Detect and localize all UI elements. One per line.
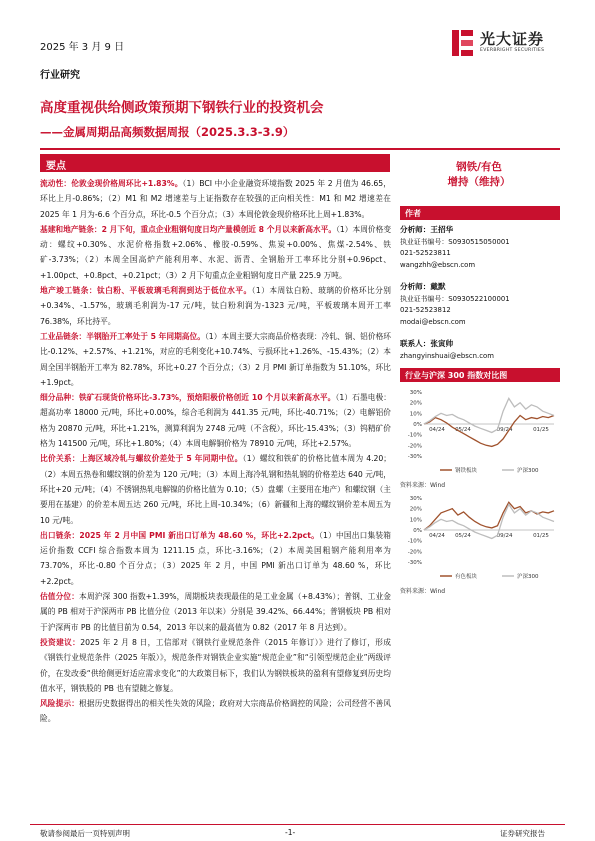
authors-block — [400, 206, 560, 362]
chart-section-header: 行业与沪深 300 指数对比图 — [400, 368, 560, 382]
y-tick-label: 10% — [409, 517, 422, 524]
paragraph-risks: 风险提示：根据历史数据得出的相关性失效的风险；政府对大宗商品价格调控的风险；公司经营不善风险。 — [40, 699, 391, 724]
contact-email[interactable]: zhangyinshuai@ebscn.com — [400, 351, 494, 360]
y-tick-label: 30% — [409, 496, 422, 502]
chart-steel — [400, 388, 560, 489]
rating-industry: 钢铁/有色 — [456, 161, 502, 173]
paragraph-investment: 投资建议：2025 年 2 月 8 日，工信部对《钢铁行业规范条件（2015 年修订）》进行了修订，形成《钢铁行业规范条件（2025 年版）》，规范条件对钢铁企业实施“规范企业”和“引领型规范企业”两级评价，在发改委“供给侧更好适应需求变化”的大政策目标下，我们认为钢铁板块的盈利有望修复到历史均值水平，钢铁股的 PB 也有望随之修复。 — [40, 637, 391, 693]
y-tick-label: 30% — [409, 390, 422, 396]
footer-divider — [30, 824, 565, 825]
paragraph-completion: 地产竣工链条：钛白粉、平板玻璃毛利润到达于低位水平。（1）本周钛白粉、玻璃的价格环比分别+0.34%、-1.57%，玻璃毛利润为-17 元/吨，钛白粉利润为-1323 元/吨，平板玻璃本周开工率 76.38%，环比持平。 — [40, 286, 391, 326]
y-tick-label: 0% — [413, 422, 422, 428]
y-tick-label: -30% — [407, 560, 422, 566]
legend-label: 沪深300 — [517, 574, 539, 580]
authors-header: 作者 — [400, 206, 560, 220]
y-tick-label: -30% — [407, 454, 422, 460]
x-tick-label: 04/24 — [429, 427, 445, 433]
report-title: 高度重视供给侧政策预期下钢铁行业的投资机会 — [40, 100, 324, 116]
analyst-2-cert: 执业证书编号：S0930522100001 — [400, 294, 510, 303]
x-tick-label: 01/25 — [533, 427, 549, 433]
legend-label: 钢铁板块 — [455, 468, 478, 474]
analyst-1 — [400, 224, 560, 271]
footer-report-type: 证券研究报告 — [500, 829, 545, 838]
paragraph-segments: 细分品种：铁矿石现货价格环比-3.73%，预焙阳极价格创近 10 个月以来新高水平。（1）石墨电极：超高功率 18000 元/吨，环比+0.00%，综合毛利润为 441.35 元/吨，环比-40.71%；（2）电解铝价格为 20870 元/吨，环比+1.21%，测算利润为 2748 元/吨（不含税），环比-15.43%；（3）钨精矿价格为 141500 元/吨，环比+1.80%；（4）本周电解铜价格为 78910 元/吨，环比+2.57%。 — [40, 393, 391, 449]
y-tick-label: -10% — [407, 432, 422, 439]
analyst-2-name: 分析师：戴默 — [400, 282, 446, 291]
y-tick-label: -20% — [407, 443, 422, 450]
report-section: 行业研究 — [40, 70, 80, 81]
contact — [400, 338, 560, 362]
title-divider — [40, 148, 560, 150]
page-number: -1- — [285, 828, 296, 837]
analyst-1-cert: 执业证书编号：S0930515050001 — [400, 237, 510, 246]
chart-section — [400, 368, 560, 382]
analyst-2-phone: 021-52523812 — [400, 306, 451, 314]
x-tick-label: 05/24 — [455, 533, 471, 539]
analyst-2-email[interactable]: modai@ebscn.com — [400, 317, 466, 326]
contact-name: 联系人：张寅帅 — [400, 339, 454, 348]
y-tick-label: 0% — [413, 528, 422, 534]
chart-nonferrous-source: 资料来源：Wind — [400, 588, 446, 595]
paragraph-industrial: 工业品链条：半钢胎开工率处于 5 年同期高位。（1）本周主要大宗商品价格表现：冷轧、铜、铝价格环比-0.12%、+2.57%、+1.21%，对应的毛利变化+10.74%、亏损环比+1.26%、-15.43%；（2）本周全国半钢胎开工率为 82.78%，环比+0.27 个百分点；（3）2 月 PMI 新订单指数为 51.10%，环比+1.9pct。 — [40, 331, 391, 387]
paragraph-export: 出口链条：2025 年 2 月中国 PMI 新出口订单为 48.60 %，环比+2.2pct。（1）中国出口集装箱运价指数 CCFI 综合指数本周为 1211.15 点，环比-3.16%；（2）本周美国粗钢产能利用率为 73.70%，环比-0.80 个百分点；（3）2025 年 2 月，中国 PMI 新出口订单为 48.60 %，环比+2.2pct。 — [40, 530, 391, 586]
x-tick-label: 09/24 — [496, 533, 513, 539]
x-tick-label: 01/25 — [533, 533, 549, 539]
key-points-header: 要点 — [40, 154, 390, 172]
y-tick-label: 20% — [409, 400, 422, 407]
y-tick-label: 20% — [409, 506, 422, 513]
chart-steel-source: 资料来源：Wind — [400, 482, 446, 489]
chart-nonferrous — [400, 494, 560, 595]
rating-value: 增持（维持） — [447, 176, 511, 188]
paragraph-price-ratio: 比价关系：上海区域冷轧与螺纹价差处于 5 年同期中位。（1）螺纹和铁矿的价格比值本周为 4.20；（2）本周五热卷和螺纹钢的价差为 120 元/吨；（3）本周上海冷轧钢和热轧钢的价格差达 640 元/吨，环比+20 元/吨；（4）不锈钢热轧电解镍的价格比值为 0.10；（5）盘螺（主要用在地产）和螺纹钢（主要用在基建）的价差本周五达 260 元/吨，环比上周-10.34%；（6）新疆和上海的螺纹钢价差本周五为 10 元/吨。 — [40, 454, 391, 525]
report-date: 2025 年 3 月 9 日 — [40, 42, 125, 53]
paragraph-infrastructure: 基建和地产链条：2 月下旬，重点企业粗钢旬度日均产量模创近 8 个月以来新高水平。（1）本周价格变动：螺纹+0.30%、水泥价格指数+2.06%、橡胶-0.59%、焦炭+0.00%、焦煤-2.54%、铁矿-3.73%；（2）本周全国高炉产能利用率、水泥、沥青、全钢胎开工率环比分别+0.96pct、+1.00pct、+0.8pct、+0.21pct；（3）2 月下旬重点企业粗钢旬度日产量 225.9 万吨。 — [40, 224, 392, 280]
y-tick-label: -20% — [407, 549, 422, 556]
y-tick-label: -10% — [407, 538, 422, 545]
footer-disclaimer[interactable]: 敬请参阅最后一页特别声明 — [40, 829, 130, 838]
rating-block — [398, 160, 560, 190]
series-line-0 — [424, 502, 554, 530]
chart-steel-svg — [400, 388, 560, 476]
analyst-1-phone: 021-52523811 — [400, 249, 451, 257]
brand-logo — [452, 24, 560, 64]
x-tick-label: 04/24 — [429, 533, 445, 539]
legend-label: 有色板块 — [455, 574, 478, 580]
paragraph-valuation: 估值分位：本周沪深 300 指数+1.39%，周期板块表现最佳的是工业金属（+8.43%）；普钢、工业金属的 PB 相对于沪深两市 PB 比值分位（2013 年以来）分别是 39.42%、66.44%；普钢板块 PB 相对于沪深两市 PB 的比值目前为 0.54，2013 年以来的最高值为 0.82（2017 年 8 月达到）。 — [40, 592, 391, 632]
x-tick-label: 09/24 — [496, 427, 513, 433]
brand-logo-mark-icon — [452, 28, 474, 58]
report-subtitle: ——金属周期品高频数据周报（2025.3.3-3.9） — [40, 125, 295, 139]
analyst-1-email[interactable]: wangzhh@ebscn.com — [400, 260, 476, 269]
brand-name: 光大证券 — [480, 30, 545, 48]
chart-nonferrous-svg — [400, 494, 560, 582]
analyst-2 — [400, 281, 560, 328]
analyst-1-name: 分析师：王招华 — [400, 225, 454, 234]
paragraph-liquidity: 流动性：伦敦金现价格周环比+1.83%。（1）BCI 中小企业融资环境指数 2025 年 2 月值为 46.65，环比上月-0.86%；（2）M1 和 M2 增速差与上证指数存在较强的正向相关性：M1 和 M2 增速差在 2025 年 1 月为-6.6 个百分点，环比-0.5 个百分点；（3）本周伦敦金现价格环比上周+1.83%。 — [40, 179, 391, 219]
brand-name-en: EVERBRIGHT SECURITIES — [480, 48, 545, 53]
x-tick-label: 05/24 — [455, 427, 471, 433]
legend-label: 沪深300 — [517, 468, 539, 474]
key-points-body — [40, 176, 391, 727]
y-tick-label: 10% — [409, 411, 422, 418]
